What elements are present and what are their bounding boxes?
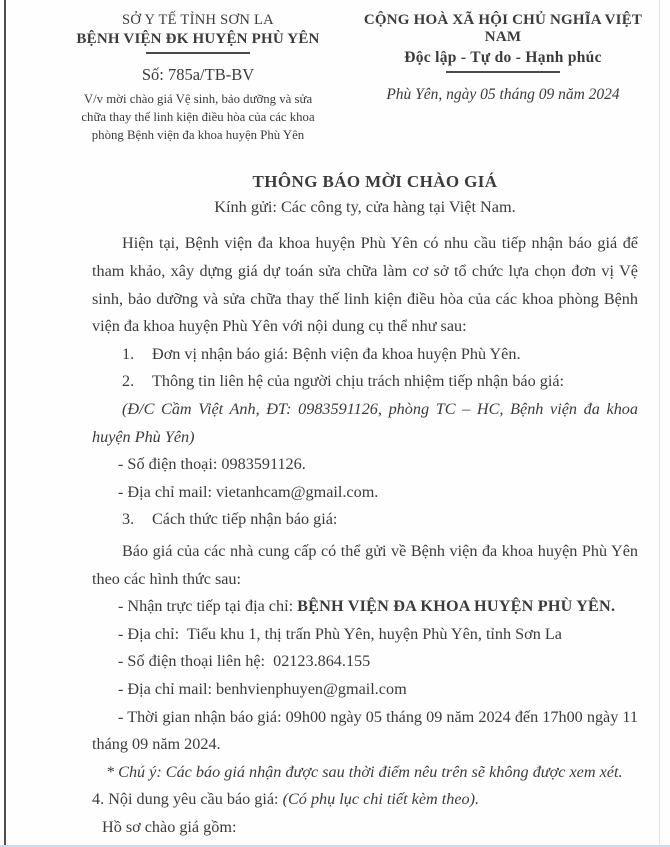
direct-delivery-line	[92, 593, 638, 621]
scan-edge-left	[4, 0, 6, 847]
place-dateline: Phù Yên, ngày 05 tháng 09 năm 2024	[386, 85, 620, 103]
list-item-2-number: 2.	[122, 372, 135, 391]
list-item-2-text: Thông tin liên hệ của người chịu trách nhiệm tiếp nhận báo giá:	[152, 372, 565, 391]
hospital-name-bold: BỆNH VIỆN ĐA KHOA HUYỆN PHÙ YÊN.	[297, 597, 616, 616]
list-item-4-appendix-note: (Có phụ lục chi tiết kèm theo).	[282, 790, 480, 809]
document-subject: V/v mời chào giá Vệ sinh, bảo dưỡng và sửa chữa thay thế linh kiện điều hòa của các khoa phòng Bệnh viện đa khoa huyện Phù Yên	[81, 92, 315, 143]
document-header	[0, 0, 670, 144]
list-item-1-text: Đơn vị nhận báo giá: Bệnh viện đa khoa huyện Phù Yên.	[152, 344, 521, 363]
motto-rule	[446, 71, 560, 73]
national-motto: Độc lập - Tự do - Hạnh phúc	[404, 49, 602, 66]
salutation-line: Kính gửi: Các công ty, cửa hàng tại Việt Nam.	[214, 197, 516, 217]
document-number: Số: 785a/TB-BV	[141, 65, 255, 84]
hospital-email-line: - Địa chỉ mail: benhvienphuyen@gmail.com	[118, 679, 407, 698]
quote-time-window-line: - Thời gian nhận báo giá: 09h00 ngày 05 tháng 09 năm 2024 đến 17h00 ngày 11 tháng 09 năm 2024.	[92, 707, 638, 754]
list-item-1-number: 1.	[122, 344, 135, 363]
contact-person-note: (Đ/C Cầm Việt Anh, ĐT: 0983591126, phòng TC – HC, Bệnh viện đa khoa huyện Phù Yên)	[92, 400, 638, 446]
list-item-2	[92, 368, 638, 396]
hospital-phone-line: - Số điện thoại liên hệ: 02123.864.155	[118, 652, 371, 671]
notice-title: THÔNG BÁO MỜI CHÀO GIÁ	[252, 172, 498, 192]
direct-delivery-prefix: - Nhận trực tiếp tại địa chỉ:	[118, 597, 298, 616]
scan-edge-right	[659, 0, 660, 847]
hospital-name: BỆNH VIỆN ĐK HUYỆN PHÙ YÊN	[76, 31, 320, 47]
header-issuer-block	[50, 12, 346, 144]
list-item-3-text: Cách thức tiếp nhận báo giá:	[152, 510, 338, 529]
list-item-4-text: 4. Nội dung yêu cầu báo giá:	[92, 790, 283, 809]
contact-phone-line: - Số điện thoại: 0983591126.	[118, 455, 306, 474]
document-body	[92, 230, 638, 841]
list-item-3	[92, 506, 638, 534]
national-title: CỘNG HOÀ XÃ HỘI CHỦ NGHĨA VIỆT NAM	[363, 12, 643, 45]
dossier-heading: Hồ sơ chào giá gồm:	[102, 817, 237, 836]
header-national-block	[346, 12, 660, 144]
issuer-rule	[146, 52, 250, 54]
hospital-address-line: - Địa chỉ: Tiểu khu 1, thị trấn Phù Yên, huyện Phù Yên, tỉnh Sơn La	[118, 624, 562, 643]
list-item-4	[92, 786, 638, 814]
attention-note: * Chú ý: Các báo giá nhận được sau thời điểm nêu trên sẽ không được xem xét.	[106, 762, 623, 781]
contact-email-line: - Địa chỉ mail: vietanhcam@gmail.com.	[118, 482, 379, 501]
issuing-department: SỞ Y TẾ TỈNH SƠN LA	[122, 12, 274, 28]
list-item-1	[92, 341, 638, 369]
delivery-paragraph: Báo giá của các nhà cung cấp có thể gửi về Bệnh viện đa khoa huyện Phù Yên theo các hình thức sau:	[92, 542, 638, 588]
intro-paragraph: Hiện tại, Bệnh viện đa khoa huyện Phù Yên có nhu cầu tiếp nhận báo giá để tham khảo, xây dựng giá dự toán sửa chữa làm cơ sở tổ chức lựa chọn đơn vị Vệ sinh, bảo dưỡng và sửa chữa thay thế linh kiện điều hòa của các khoa phòng Bệnh viện đa khoa huyện Phù Yên với nội dung cụ thể như sau:	[92, 234, 638, 336]
list-item-3-number: 3.	[122, 510, 135, 529]
